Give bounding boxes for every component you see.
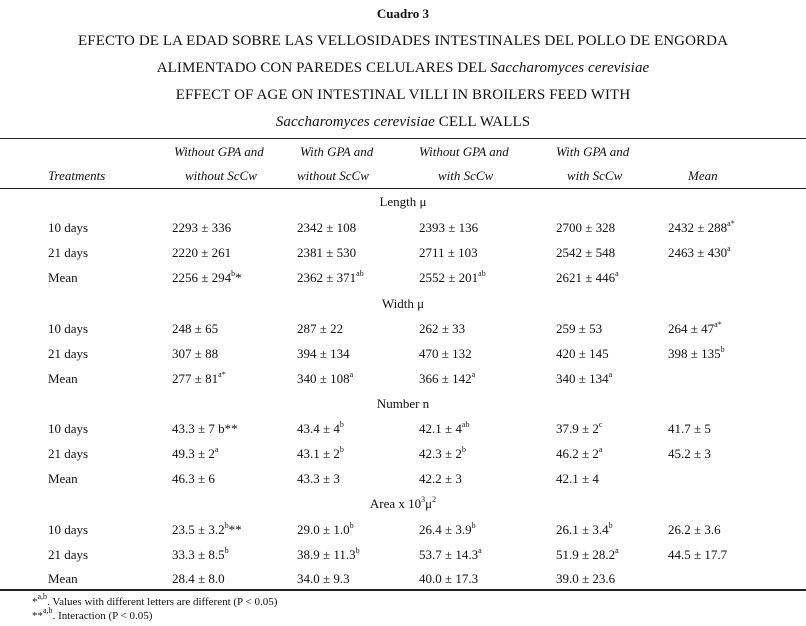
significance-superscript: a (615, 545, 619, 555)
footnote-2-text: . Interaction (P < 0.05) (52, 610, 153, 622)
footnote-2-superscript: a,b (43, 606, 53, 616)
table-cell (556, 547, 619, 563)
section-area-exponent: 3 (421, 494, 426, 504)
significance-superscript: a (214, 444, 219, 454)
table-cell: 45.2 ± 3 (668, 446, 711, 461)
table-cell (419, 371, 475, 387)
cell-value: 38.9 ± 11.3 (297, 547, 356, 562)
significance-superscript: b (231, 268, 236, 278)
table-cell: 262 ± 33 (419, 321, 466, 336)
cell-value: 43.4 ± 4 (297, 421, 340, 436)
table-cell: 42.1 ± 4 (556, 471, 599, 486)
cell-value: 277 ± 81 (172, 371, 219, 386)
cell-value: 2362 ± 371 (297, 270, 357, 285)
cell-value: 33.3 ± 8.5 (172, 547, 225, 562)
footnote-1 (32, 592, 278, 608)
significance-superscript: ab (356, 268, 364, 278)
significance-superscript: a (608, 369, 613, 379)
row-label: 21 days (48, 446, 89, 461)
section-number: Number n (376, 396, 430, 411)
footnote-1-mark: * (32, 596, 38, 608)
significance-superscript: b (224, 545, 229, 555)
table-cell (668, 346, 725, 362)
cell-value: 53.7 ± 14.3 (419, 547, 479, 562)
cell-value: 26.4 ± 3.9 (419, 522, 472, 537)
cell-value: 23.5 ± 3.2 (172, 522, 225, 537)
table-cell: 287 ± 22 (297, 321, 344, 336)
cell-value: 340 ± 134 (556, 371, 609, 386)
cell-suffix: ** (228, 522, 242, 537)
table-cell: 26.2 ± 3.6 (668, 522, 721, 537)
table-cell: 2700 ± 328 (556, 220, 616, 235)
table-cell: 39.0 ± 23.6 (556, 571, 616, 586)
significance-superscript: a* (218, 369, 226, 379)
table-cell (297, 522, 354, 538)
header-col3-line2: with ScCw (438, 168, 494, 183)
table-cell: 2342 ± 108 (297, 220, 357, 235)
significance-superscript: b (224, 520, 229, 530)
cell-value: 2463 ± 430 (668, 245, 728, 260)
table-cell: 307 ± 88 (172, 346, 219, 361)
table-cell (556, 270, 619, 286)
caption-en-species: Saccharomyces cerevisiae (275, 114, 435, 130)
cell-value: 2621 ± 446 (556, 270, 616, 285)
significance-superscript: b (349, 520, 354, 530)
row-label: 21 days (48, 346, 89, 361)
caption-en-line-1: EFFECT OF AGE ON INTESTINAL VILLI IN BROILERS FEED WITH (175, 87, 631, 103)
cell-value: 42.1 ± 4 (419, 421, 462, 436)
row-label: 10 days (48, 522, 89, 537)
table-cell (419, 421, 469, 437)
table-cell (556, 371, 612, 387)
caption-es-line-1: EFECTO DE LA EDAD SOBRE LAS VELLOSIDADES INTESTINALES DEL POLLO DE ENGORDA (77, 33, 729, 49)
table-cell: 2711 ± 103 (419, 245, 478, 260)
table-cell (297, 446, 344, 462)
section-area-unit-exponent: 2 (432, 494, 437, 504)
cell-value: 46.2 ± 2 (556, 446, 599, 461)
significance-superscript: a* (714, 319, 722, 329)
table-cell (172, 371, 226, 387)
row-label: 21 days (48, 245, 89, 260)
section-area-text: Area x 10 (369, 496, 422, 511)
significance-superscript: b (471, 520, 476, 530)
header-col2-line1: With GPA and (300, 144, 374, 159)
bottom-rule (0, 589, 806, 591)
caption-en-line-2-text: CELL WALLS (434, 114, 531, 130)
table-cell (668, 321, 722, 337)
cell-value: 26.1 ± 3.4 (556, 522, 609, 537)
significance-superscript: c (598, 419, 603, 429)
cell-value: 340 ± 108 (297, 371, 350, 386)
row-label: Mean (48, 571, 78, 586)
caption-es-line-2-text: ALIMENTADO CON PAREDES CELULARES DEL (156, 60, 491, 76)
table-cell: 470 ± 132 (419, 346, 472, 361)
significance-superscript: a (349, 369, 354, 379)
header-col1-line2: without ScCw (185, 168, 257, 183)
significance-superscript: b (461, 444, 466, 454)
table-cell (172, 270, 242, 286)
table-cell: 2220 ± 261 (172, 245, 232, 260)
table-cell: 34.0 ± 9.3 (297, 571, 350, 586)
row-label: 10 days (48, 220, 89, 235)
table-cell (419, 446, 466, 462)
significance-superscript: a (727, 243, 731, 253)
table-cell: 259 ± 53 (556, 321, 603, 336)
table-cell (668, 220, 735, 236)
significance-superscript: b (608, 520, 613, 530)
table-cell (297, 270, 364, 286)
significance-superscript: b (720, 344, 725, 354)
cell-value: 264 ± 47 (668, 321, 715, 336)
cell-value: 42.3 ± 2 (419, 446, 462, 461)
table-cell: 2381 ± 530 (297, 245, 357, 260)
header-col1-line1: Without GPA and (174, 144, 264, 159)
table-cell: 394 ± 134 (297, 346, 350, 361)
cell-value: 49.3 ± 2 (172, 446, 215, 461)
table-cell (297, 547, 360, 563)
table-cell (419, 270, 486, 286)
row-label: 10 days (48, 421, 89, 436)
header-col3-line1: Without GPA and (419, 144, 509, 159)
significance-superscript: b (339, 419, 344, 429)
section-area (0, 496, 806, 512)
table-cell: 43.3 ± 3 (297, 471, 340, 486)
footnote-2 (32, 606, 153, 622)
header-col2-line2: without ScCw (297, 168, 369, 183)
header-treatments: Treatments (48, 168, 106, 183)
table-cell: 2293 ± 336 (172, 220, 232, 235)
header-rule (0, 188, 806, 189)
table-label: Cuadro 3 (376, 6, 430, 21)
table-cell: 2393 ± 136 (419, 220, 479, 235)
row-label: 10 days (48, 321, 89, 336)
significance-superscript: a (598, 444, 603, 454)
table-cell: 44.5 ± 17.7 (668, 547, 728, 562)
row-label: 21 days (48, 547, 89, 562)
table-cell: 42.2 ± 3 (419, 471, 462, 486)
significance-superscript: ab (461, 419, 470, 429)
table-cell (172, 522, 242, 538)
footnote-1-superscript: a,b (37, 592, 48, 602)
cell-value: 2256 ± 294 (172, 270, 232, 285)
footnote-1-text: . Values with different letters are different (P < 0.05) (47, 596, 278, 608)
section-length: Length μ (379, 194, 427, 209)
caption-es-line-2 (0, 60, 806, 77)
caption-en-line-2 (0, 114, 806, 131)
table-cell (668, 245, 731, 261)
table-cell: 420 ± 145 (556, 346, 609, 361)
table-cell (419, 522, 476, 538)
table-cell (297, 421, 344, 437)
table-cell (172, 446, 218, 462)
cell-value: 398 ± 135 (668, 346, 721, 361)
cell-value: 51.9 ± 28.2 (556, 547, 616, 562)
table-cell: 2542 ± 548 (556, 245, 616, 260)
caption-es-species: Saccharomyces cerevisiae (490, 60, 650, 76)
header-col4-line2: with ScCw (567, 168, 623, 183)
significance-superscript: b (339, 444, 344, 454)
footnote-2-mark: ** (32, 610, 43, 622)
cell-value: 29.0 ± 1.0 (297, 522, 350, 537)
cell-suffix: * (235, 270, 242, 285)
table-cell (556, 522, 613, 538)
significance-superscript: b (355, 545, 360, 555)
section-area-unit: μ (425, 496, 433, 511)
table-cell: 43.3 ± 7 b** (172, 421, 238, 436)
table-cell: 248 ± 65 (172, 321, 219, 336)
table-cell: 40.0 ± 17.3 (419, 571, 479, 586)
row-label: Mean (48, 371, 78, 386)
cell-value: 2432 ± 288 (668, 220, 728, 235)
significance-superscript: a* (727, 218, 735, 228)
header-col4-line1: With GPA and (556, 144, 630, 159)
significance-superscript: a (615, 268, 619, 278)
table-cell: 28.4 ± 8.0 (172, 571, 225, 586)
table-cell (297, 371, 353, 387)
table-cell (172, 547, 229, 563)
significance-superscript: a (471, 369, 476, 379)
header-mean: Mean (688, 168, 718, 183)
significance-superscript: ab (478, 268, 486, 278)
row-label: Mean (48, 471, 78, 486)
cell-value: 2552 ± 201 (419, 270, 479, 285)
cell-value: 43.1 ± 2 (297, 446, 340, 461)
top-rule (0, 138, 806, 139)
section-width: Width μ (381, 296, 425, 311)
row-label: Mean (48, 270, 78, 285)
table-cell (556, 446, 602, 462)
table-cell (419, 547, 482, 563)
cell-value: 366 ± 142 (419, 371, 472, 386)
significance-superscript: a (478, 545, 482, 555)
table-cell (556, 421, 602, 437)
cell-value: 37.9 ± 2 (556, 421, 599, 436)
table-cell: 41.7 ± 5 (668, 421, 711, 436)
table-cell: 46.3 ± 6 (172, 471, 215, 486)
